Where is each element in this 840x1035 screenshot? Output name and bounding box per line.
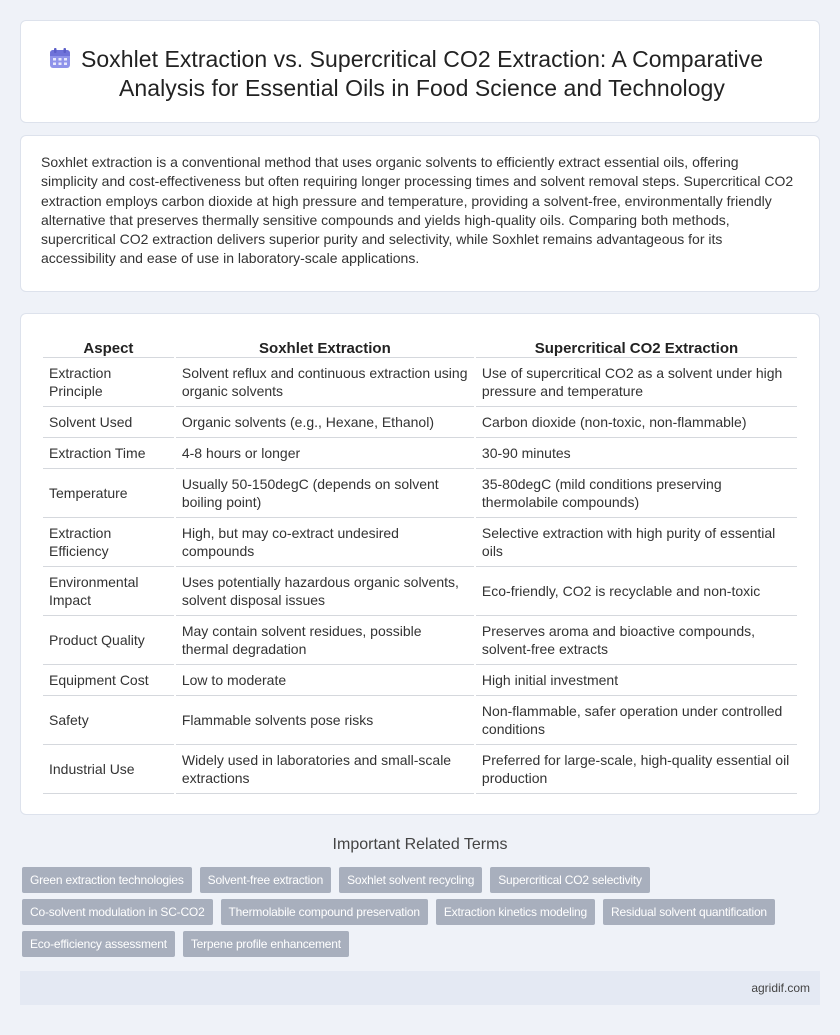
row-supercritical: Preferred for large-scale, high-quality essential oil production — [476, 745, 797, 794]
table-row — [43, 665, 797, 696]
header-soxhlet: Soxhlet Extraction — [176, 336, 474, 358]
row-soxhlet: Flammable solvents pose risks — [176, 696, 474, 745]
row-supercritical: 30-90 minutes — [476, 438, 797, 469]
table-row — [43, 745, 797, 794]
related-term-tag[interactable]: Solvent-free extraction — [200, 867, 331, 893]
row-supercritical: Preserves aroma and bioactive compounds, solvent-free extracts — [476, 616, 797, 665]
row-aspect: Environmental Impact — [43, 567, 174, 616]
related-term-tag[interactable]: Soxhlet solvent recycling — [339, 867, 482, 893]
related-term-tag[interactable]: Co-solvent modulation in SC-CO2 — [22, 899, 213, 925]
table-row — [43, 407, 797, 438]
summary-card — [20, 135, 820, 292]
table-row — [43, 567, 797, 616]
related-term-tag[interactable]: Eco-efficiency assessment — [22, 931, 175, 957]
row-aspect: Temperature — [43, 469, 174, 518]
header-aspect: Aspect — [43, 336, 174, 358]
table-row — [43, 358, 797, 407]
related-terms-list — [22, 867, 812, 963]
row-aspect: Extraction Principle — [43, 358, 174, 407]
related-term-tag[interactable]: Extraction kinetics modeling — [436, 899, 595, 925]
row-soxhlet: Solvent reflux and continuous extraction using organic solvents — [176, 358, 474, 407]
table-row — [43, 469, 797, 518]
summary-text: Soxhlet extraction is a conventional method that uses organic solvents to efficiently extract essential oils, offering simplicity and cost-effectiveness but often requiring longer processing times and solvent removal steps. Supercritical CO2 extraction employs carbon dioxide at high pressure and temperature, providing a solvent-free, environmentally friendly alternative that preserves thermally sensitive compounds and yields high-quality oils. Comparing both methods, supercritical CO2 extraction delivers superior purity and selectivity, while Soxhlet remains advantageous for its accessibility and ease of use in laboratory-scale applications. — [41, 154, 794, 267]
comparison-table-card — [20, 313, 820, 815]
related-terms-title: Important Related Terms — [332, 836, 508, 853]
row-soxhlet: Uses potentially hazardous organic solvents, solvent disposal issues — [176, 567, 474, 616]
row-soxhlet: High, but may co-extract undesired compounds — [176, 518, 474, 567]
row-soxhlet: May contain solvent residues, possible thermal degradation — [176, 616, 474, 665]
row-soxhlet: Widely used in laboratories and small-scale extractions — [176, 745, 474, 794]
row-supercritical: High initial investment — [476, 665, 797, 696]
table-row — [43, 616, 797, 665]
row-supercritical: Carbon dioxide (non-toxic, non-flammable) — [476, 407, 797, 438]
row-soxhlet: 4-8 hours or longer — [176, 438, 474, 469]
row-aspect: Extraction Time — [43, 438, 174, 469]
table-header-row — [43, 336, 797, 358]
row-soxhlet: Organic solvents (e.g., Hexane, Ethanol) — [176, 407, 474, 438]
row-aspect: Equipment Cost — [43, 665, 174, 696]
table-row — [43, 438, 797, 469]
row-aspect: Product Quality — [43, 616, 174, 665]
row-aspect: Solvent Used — [43, 407, 174, 438]
row-supercritical: Non-flammable, safer operation under controlled conditions — [476, 696, 797, 745]
related-term-tag[interactable]: Thermolabile compound preservation — [221, 899, 428, 925]
row-aspect: Industrial Use — [43, 745, 174, 794]
table-row — [43, 696, 797, 745]
row-supercritical: Use of supercritical CO2 as a solvent under high pressure and temperature — [476, 358, 797, 407]
row-aspect: Safety — [43, 696, 174, 745]
footer — [20, 971, 820, 1005]
row-soxhlet: Low to moderate — [176, 665, 474, 696]
related-term-tag[interactable]: Terpene profile enhancement — [183, 931, 349, 957]
related-term-tag[interactable]: Residual solvent quantification — [603, 899, 775, 925]
related-term-tag[interactable]: Green extraction technologies — [22, 867, 192, 893]
table-row — [43, 518, 797, 567]
row-supercritical: Selective extraction with high purity of essential oils — [476, 518, 797, 567]
header-supercritical: Supercritical CO2 Extraction — [476, 336, 797, 358]
row-supercritical: Eco-friendly, CO2 is recyclable and non-toxic — [476, 567, 797, 616]
related-term-tag[interactable]: Supercritical CO2 selectivity — [490, 867, 650, 893]
row-aspect: Extraction Efficiency — [43, 518, 174, 567]
page-title: Soxhlet Extraction vs. Supercritical CO2 Extraction: A Comparative Analysis for Essential Oils in Food Science and Technology — [80, 46, 764, 101]
comparison-table — [41, 336, 799, 794]
row-soxhlet: Usually 50-150degC (depends on solvent boiling point) — [176, 469, 474, 518]
footer-site-link[interactable]: agridif.com — [751, 981, 810, 995]
row-supercritical: 35-80degC (mild conditions preserving thermolabile compounds) — [476, 469, 797, 518]
title-card — [20, 20, 820, 123]
